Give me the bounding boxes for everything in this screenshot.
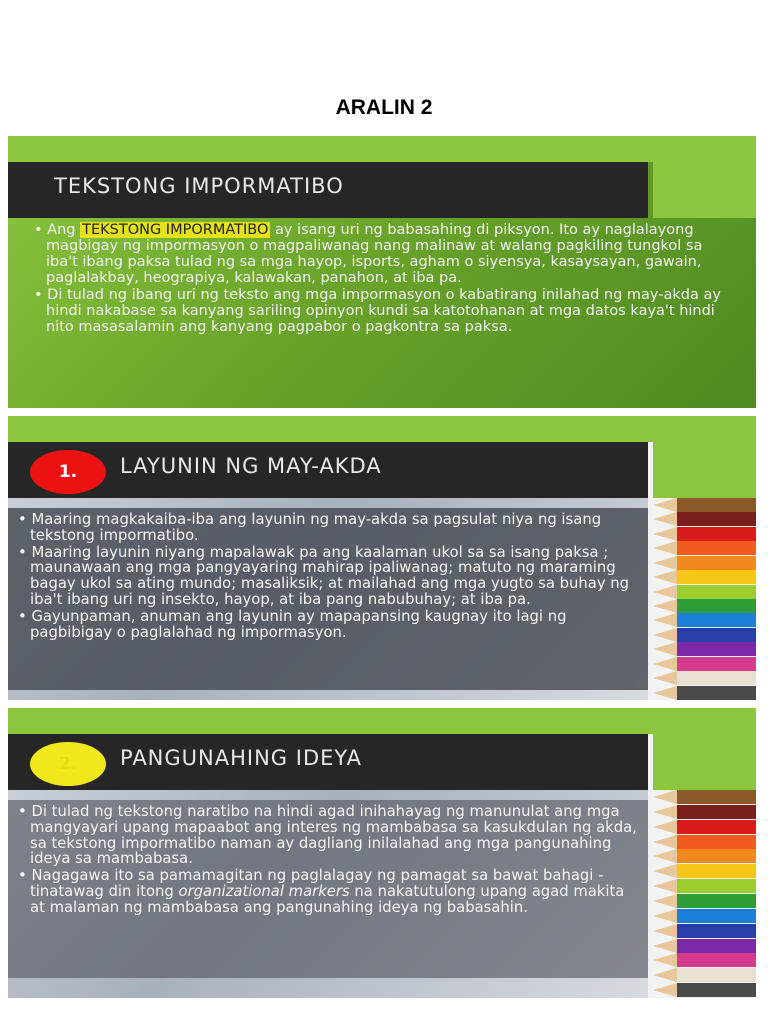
pencil	[653, 599, 756, 613]
pencil	[653, 835, 756, 849]
pencil	[653, 790, 756, 804]
bullet-text: Maaring magkakaiba-iba ang layunin ng may-akda sa pagsulat niya ng isang tekstong impormatibo.	[30, 511, 602, 544]
bullet-text: Gayunpaman, anuman ang layunin ay mapapansing kaugnay ito lagi ng pagbibigay o paglalahad ng impormasyon.	[30, 607, 567, 641]
bullet-item: • Maaring layunin niyang mapalawak pa ang kaalaman ukol sa sa isang paksa ; maunawaan ang mga pangyayaring mahirap ipaliwanag; matuto ng maraming bagay ukol sa ating mundo; masaliksik; at mailahad ang mga yugto sa buhay ng iba't ibang uri ng insekto, hayop, at iba pang nabubuhay; at iba pa.	[18, 543, 630, 608]
bullet-text: ay isang uri ng babasahing di piksyon. Ito ay naglalayong magbigay ng impormasyon o magpaliwanag nang malinaw at walang pagkiling tungkol sa iba't ibang paksa tulad ng sa mga hayop, isports, agham o siyensya, kasaysayan, gawain, paglalakbay, heograpiya, kalawakan, panahon, at iba pa.	[46, 222, 703, 286]
pencil	[653, 585, 756, 599]
pencil	[653, 671, 756, 685]
slide-body	[18, 512, 640, 641]
colored-pencils-image	[653, 498, 756, 700]
pencil	[653, 805, 756, 819]
pencil	[653, 686, 756, 700]
pencil	[653, 879, 756, 893]
pencil	[653, 924, 756, 938]
pencil	[653, 512, 756, 526]
text-overlay	[8, 508, 648, 690]
italic-term: organizational markers	[178, 882, 350, 900]
bullet-text: na nakatutulong upang agad makita at malaman ng mambabasa ang pangunahing ideya ng babasahin.	[30, 882, 625, 916]
slide-top-strip	[8, 708, 756, 734]
slide-top-strip	[8, 136, 756, 162]
bullet-item: • Maaring magkakaiba-iba ang layunin ng may-akda sa pagsulat niya ng isang tekstong impormatibo.	[18, 511, 602, 544]
slide-pangunahing-ideya	[8, 708, 756, 998]
pencil	[653, 613, 756, 627]
slide-top-strip	[8, 416, 756, 442]
pencil	[653, 939, 756, 953]
pencil	[653, 953, 756, 967]
slide-tekstong-impormatibo	[8, 136, 756, 408]
pencil	[653, 498, 756, 512]
slide-layunin-ng-may-akda	[8, 416, 756, 700]
pencil	[653, 628, 756, 642]
bullet-text: Ang	[47, 222, 81, 238]
background-photo	[8, 498, 648, 700]
pencil	[653, 983, 756, 997]
number-badge: 1.	[30, 450, 106, 494]
pencil	[653, 909, 756, 923]
bullet-item: • Gayunpaman, anuman ang layunin ay mapapansing kaugnay ito lagi ng pagbibigay o paglalahad ng impormasyon.	[18, 607, 567, 641]
pencil	[653, 849, 756, 863]
pencil	[653, 642, 756, 656]
text-overlay	[8, 800, 648, 978]
bullet-text: Maaring layunin niyang mapalawak pa ang kaalaman ukol sa sa isang paksa ; maunawaan ang mga pangyayaring mahirap ipaliwanag; matuto ng maraming bagay ukol sa ating mundo; masaliksik; at mailahad ang mga yugto sa buhay ng iba't ibang uri ng insekto, hayop, at iba pang nabubuhay; at iba pa.	[30, 543, 630, 608]
bullet-text: Di tulad ng ibang uri ng teksto ang mga impormasyon o kabatirang inilahad ng may-akda ay hindi nakabase sa kanyang sariling opinyon kundi sa katotohanan at mga datos kaya't hindi nito masasalamin ang kanyang pagpabor o pagkontra sa paksa.	[46, 287, 721, 335]
colored-pencils-image	[653, 790, 756, 998]
bullet-item: • Nagagawa ito sa pamamagitan ng paglalagay ng pamagat sa bawat bahagi - tinatawag din itong organizational markers na nakatutulong upang agad makita at malaman ng mambabasa ang pangunahing ideya ng babasahin.	[18, 867, 625, 916]
bullet-item: • Di tulad ng ibang uri ng teksto ang mga impormasyon o kabatirang inilahad ng may-akda ay hindi nakabase sa kanyang sariling opinyon kundi sa katotohanan at mga datos kaya't hindi nito masasalamin ang kanyang pagpabor o pagkontra sa paksa.	[34, 287, 721, 335]
pencil	[653, 527, 756, 541]
pencil	[653, 968, 756, 982]
bullet-item: • Ang TEKSTONG IMPORMATIBO ay isang uri ng babasahing di piksyon. Ito ay naglalayong magbigay ng impormasyon o magpaliwanag nang malinaw at walang pagkiling tungkol sa iba't ibang paksa tulad ng sa mga hayop, isports, agham o siyensya, kasaysayan, gawain, paglalakbay, heograpiya, kalawakan, panahon, at iba pa.	[34, 222, 703, 286]
pencil	[653, 570, 756, 584]
pencil	[653, 894, 756, 908]
pencil	[653, 820, 756, 834]
slide-accent-block	[653, 442, 756, 498]
highlighted-term: TEKSTONG IMPORMATIBO	[82, 222, 269, 238]
slide-heading: PANGUNAHING IDEYA	[120, 746, 362, 770]
slide-body	[18, 804, 640, 917]
bullet-item: • Di tulad ng tekstong naratibo na hindi agad inihahayag ng manunulat ang mga mangyayari upang mapaabot ang interes ng mambabasa sa kasukdulan ng akda, sa tekstong impormatibo naman ay dagliang inilalahad ang mga pangunahing ideya sa mambabasa.	[18, 803, 637, 868]
slide-body	[34, 222, 734, 336]
slide-heading: LAYUNIN NG MAY-AKDA	[120, 454, 382, 478]
pencil	[653, 864, 756, 878]
background-photo	[8, 790, 648, 998]
slide-heading: TEKSTONG IMPORMATIBO	[54, 174, 344, 198]
slide-accent-block	[653, 162, 756, 218]
number-badge: 2.	[30, 742, 106, 786]
page-title: ARALIN 2	[335, 96, 433, 119]
bullet-text: Di tulad ng tekstong naratibo na hindi agad inihahayag ng manunulat ang mga mangyayari upang mapaabot ang interes ng mambabasa sa kasukdulan ng akda, sa tekstong impormatibo naman ay dagliang inilalahad ang mga pangunahing ideya sa mambabasa.	[30, 803, 637, 868]
pencil	[653, 541, 756, 555]
slide-accent-block	[653, 734, 756, 790]
bullet-text: Nagagawa ito sa pamamagitan ng paglalagay ng pamagat sa bawat bahagi - tinatawag din itong	[30, 867, 604, 900]
pencil	[653, 556, 756, 570]
pencil	[653, 657, 756, 671]
